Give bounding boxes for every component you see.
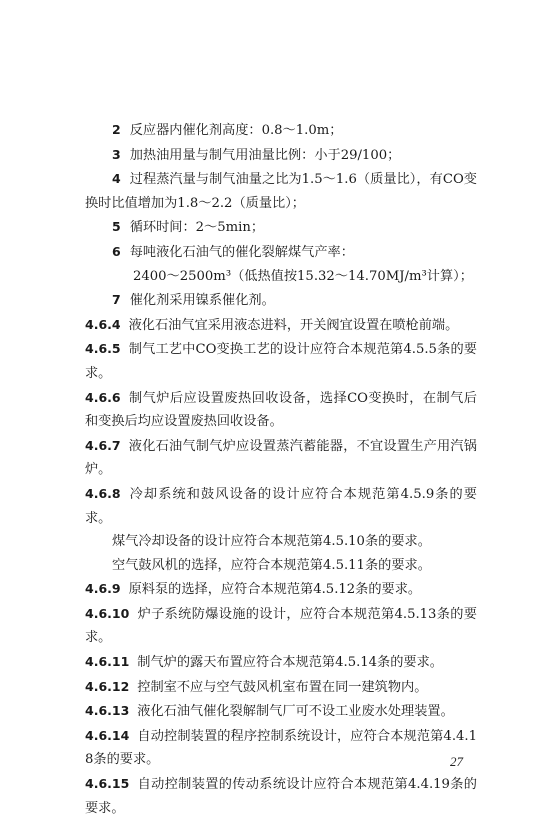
clause-4-6-11 <box>85 650 477 675</box>
clause-number: 4.6.6 <box>85 389 121 405</box>
clause-4-6-14 <box>85 724 477 772</box>
clause-number: 4.6.4 <box>85 316 121 332</box>
clause-4-6-5 <box>85 337 477 385</box>
clause-number: 4.6.14 <box>85 727 130 743</box>
list-number: 5 <box>112 219 121 235</box>
clause-text: 液化石油气宜采用液态进料，开关阀宜设置在喷枪前端。 <box>128 317 459 333</box>
page-body <box>85 118 477 820</box>
clause-text: 控制室不应与空气鼓风机室布置在同一建筑物内。 <box>137 679 428 695</box>
list-text: 循环时间：2～5min； <box>129 220 265 236</box>
clause-4-6-13 <box>85 699 477 724</box>
clause-4-6-15 <box>85 772 477 820</box>
clause-number: 4.6.15 <box>85 776 130 792</box>
list-text: 加热油用量与制气用油量比例：小于29/100； <box>129 147 401 163</box>
sub-paragraph-blower: 空气鼓风机的选择，应符合本规范第4.5.11条的要求。 <box>112 557 431 573</box>
list-item-6 <box>85 240 477 265</box>
list-item-7 <box>85 288 477 313</box>
list-item-5 <box>85 215 477 240</box>
clause-number: 4.6.10 <box>85 605 130 621</box>
list-text: 过程蒸汽量与制气油量之比为1.5～1.6（质量比），有CO变换时比值增加为1.8～2.2（质量比）； <box>85 172 477 211</box>
clause-number: 4.6.13 <box>85 703 130 719</box>
clause-text: 自动控制装置的程序控制系统设计，应符合本规范第4.4.18条的要求。 <box>85 728 477 768</box>
clause-number: 4.6.5 <box>85 341 121 357</box>
clause-number: 4.6.9 <box>85 581 121 597</box>
list-item-4 <box>85 167 477 215</box>
list-text: 反应器内催化剂高度：0.8～1.0m； <box>129 123 343 138</box>
page-number: 27 <box>450 754 463 769</box>
sub-paragraph-cooling: 煤气冷却设备的设计应符合本规范第4.5.10条的要求。 <box>112 534 431 550</box>
clause-text: 冷却系统和鼓风设备的设计应符合本规范第4.5.9条的要求。 <box>85 486 477 526</box>
clause-number: 4.6.8 <box>85 485 121 501</box>
clause-text: 制气炉的露天布置应符合本规范第4.5.14条的要求。 <box>137 655 443 671</box>
list-item-2 <box>85 118 477 143</box>
clause-text: 液化石油气制气炉应设置蒸汽蓄能器，不宜设置生产用汽锅炉。 <box>85 438 477 478</box>
list-text: 每吨液化石油气的催化裂解煤气产率： <box>129 244 354 260</box>
list-number: 7 <box>112 292 121 308</box>
clause-4-6-4 <box>85 313 477 338</box>
clause-text: 原料泵的选择，应符合本规范第4.5.12条的要求。 <box>128 582 422 598</box>
clause-4-6-6 <box>85 386 477 434</box>
list-number: 3 <box>112 146 121 162</box>
clause-4-6-9 <box>85 577 477 602</box>
clause-text: 液化石油气催化裂解制气厂可不设工业废水处理装置。 <box>137 704 454 720</box>
clause-4-6-8 <box>85 482 477 530</box>
clause-number: 4.6.7 <box>85 437 121 453</box>
clause-4-6-12 <box>85 675 477 700</box>
clause-text: 制气工艺中CO变换工艺的设计应符合本规范第4.5.5条的要求。 <box>85 342 477 381</box>
list-number: 4 <box>112 171 121 187</box>
list-number: 2 <box>112 122 121 137</box>
list-item-3 <box>85 143 477 168</box>
list-text: 催化剂采用镍系催化剂。 <box>129 293 275 309</box>
clause-number: 4.6.11 <box>85 654 130 670</box>
clause-text: 炉子系统防爆设施的设计，应符合本规范第4.5.13条的要求。 <box>85 606 477 646</box>
clause-number: 4.6.12 <box>85 678 130 694</box>
clause-text: 制气炉后应设置废热回收设备，选择CO变换时，在制气后和变换后均应设置废热回收设备。 <box>85 390 477 430</box>
clause-4-6-10 <box>85 602 477 650</box>
list-item-6-continuation: 2400～2500m³（低热值按15.32～14.70MJ/m³计算）； <box>133 268 473 284</box>
list-number: 6 <box>112 243 121 259</box>
clause-4-6-7 <box>85 434 477 482</box>
clause-text: 自动控制装置的传动系统设计应符合本规范第4.4.19条的要求。 <box>85 777 477 816</box>
